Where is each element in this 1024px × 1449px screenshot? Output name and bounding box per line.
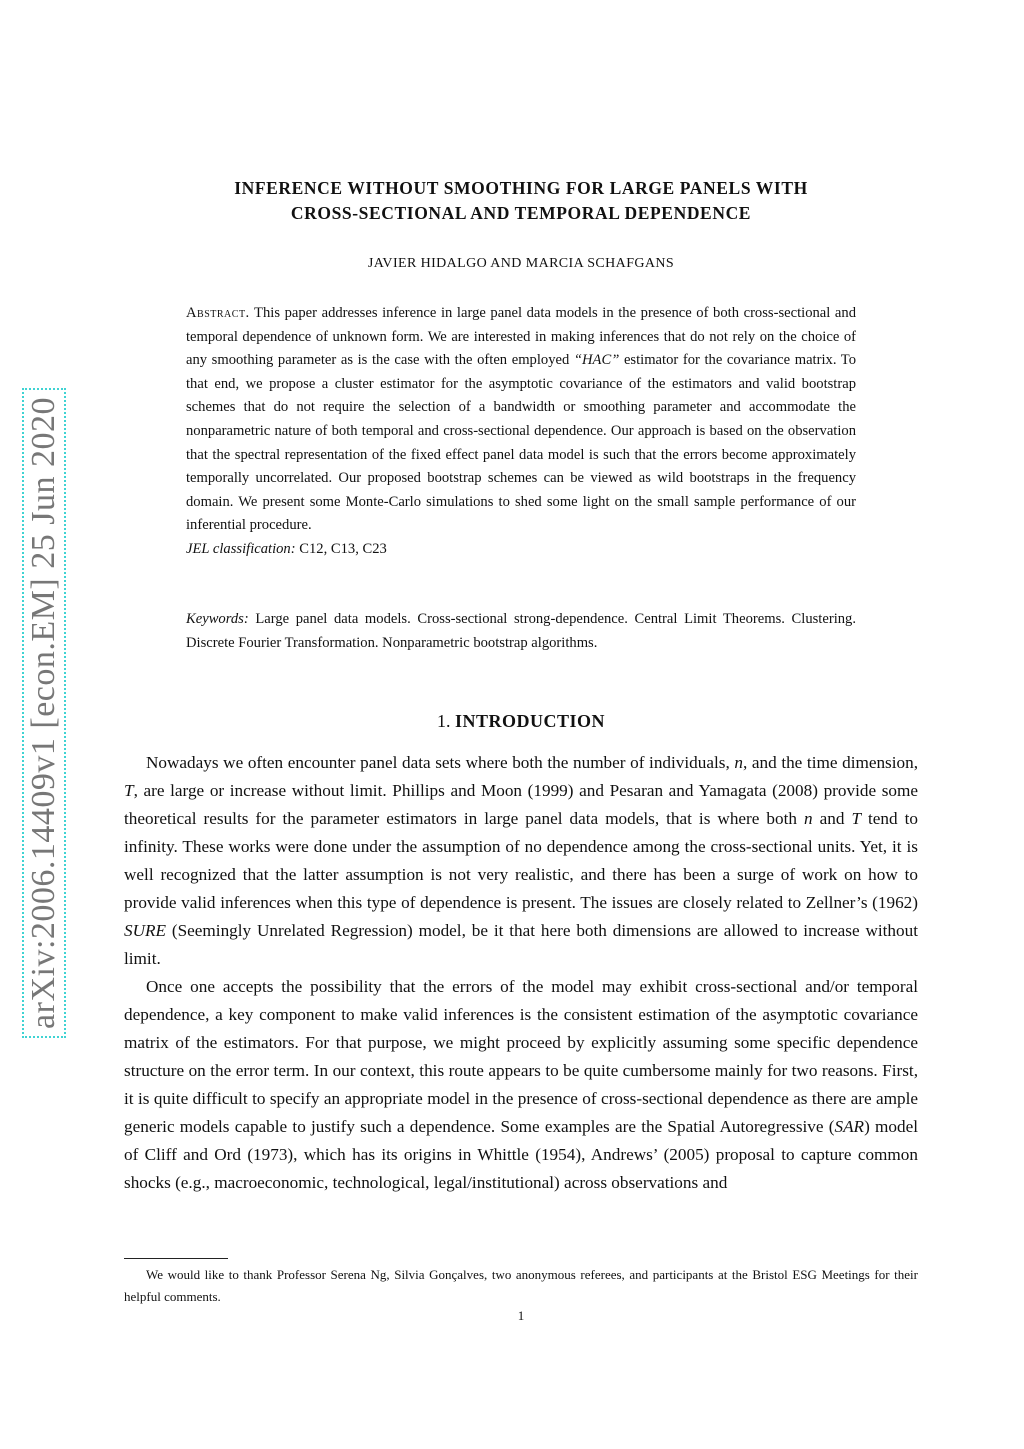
title-line-1: INFERENCE WITHOUT SMOOTHING FOR LARGE PANELS WITH (234, 178, 808, 198)
main-text (124, 749, 918, 1197)
paragraph-1 (124, 749, 918, 973)
abstract-text-2: estimator for the covariance matrix. To that end, we propose a cluster estimator for the asymptotic covariance of the estimators and valid bootstrap schemes that do not require the selection of a bandwidth or smoothing parameter and accommodate the nonparametric nature of both temporal and cross-sectional dependence. Our approach is based on the observation that the spectral representation of the fixed effect panel data model is such that the errors become approximately temporally uncorrelated. Our proposed bootstrap schemes can be viewed as wild bootstraps in the frequency domain. We present some Monte-Carlo simulations to shed some light on the small sample performance of our inferential procedure. (186, 352, 857, 534)
footnote-rule (124, 1258, 228, 1259)
footnote: We would like to thank Professor Serena Ng, Silvia Gonçalves, two anonymous referees, and participants at the Bristol ESG Meetings for their helpful comments. (124, 1267, 918, 1304)
paragraph-2 (124, 973, 918, 1197)
p2-text-a: Once one accepts the possibility that the errors of the model may exhibit cross-sectional and/or temporal dependence, a key component to make valid inferences is the consistent estimation of the asymptotic covariance matrix of the estimators. For that purpose, we might proceed by explicitly assuming some specific dependence structure on the error term. In our context, this route appears to be quite cumbersome mainly for two reasons. First, it is quite difficult to specify an appropriate model in the presence of cross-sectional dependence as there are ample generic models capable to justify such a dependence. Some examples are the Spatial Autoregressive ( (124, 977, 918, 1136)
p1-math-T: T (124, 781, 134, 800)
section-number: 1. (436, 711, 451, 731)
page-number: 1 (517, 1308, 525, 1323)
abstract-hac: “HAC” (573, 352, 620, 369)
arxiv-id: arXiv:2006.14409v1 [econ.EM] 25 Jun 2020 (25, 397, 63, 1029)
p1-text-f: (Seemingly Unrelated Regression) model, be it that here both dimensions are allowed to increase without limit. (124, 921, 918, 968)
jel-codes: C12, C13, C23 (299, 540, 387, 557)
keywords (186, 608, 856, 655)
section-heading (124, 711, 918, 732)
p2-text-b: ) model of Cliff and Ord (1973), which has its origins in Whittle (1954), Andrews’ (2005) proposal to capture common shocks (e.g., macroeconomic, technological, legal/institutional) across observations and (124, 1117, 918, 1192)
abstract-text-1: This paper addresses inference in large panel data models in the presence of both cross-sectional and temporal dependence of unknown form. We are interested in making inferences that do not rely on the choice of any smoothing parameter as is the case with the often employed (186, 305, 856, 369)
arxiv-stamp (22, 388, 66, 1038)
jel-classification (186, 538, 856, 562)
authors: JAVIER HIDALGO AND MARCIA SCHAFGANS (367, 256, 675, 271)
keywords-label: Keywords: (186, 611, 249, 627)
jel-label: JEL classification: (186, 540, 296, 557)
p2-sar: SAR (834, 1117, 865, 1136)
p1-text-b: , and the time dimension, (742, 753, 919, 772)
p1-math-n: n (734, 753, 743, 772)
p1-text-e: tend to infinity. These works were done under the assumption of no dependence among the cross-sectional units. Yet, it is well recognized that the latter assumption is not very realistic, and there has been a surge of work on how to provide valid inferences when this type of dependence is present. The issues are closely related to Zellner’s (1962) (124, 809, 919, 912)
section-title: INTRODUCTION (454, 711, 606, 731)
title-line-2: CROSS-SECTIONAL AND TEMPORAL DEPENDENCE (290, 203, 752, 223)
p1-math-T2: T (851, 809, 862, 828)
p1-text-d: and (819, 809, 845, 828)
p1-sure: SURE (124, 921, 167, 940)
abstract-body (186, 302, 856, 538)
abstract (186, 302, 856, 562)
abstract-label: Abstract. (186, 305, 250, 321)
p1-math-n2: n (804, 809, 813, 828)
keywords-text: Large panel data models. Cross-sectional strong-dependence. Central Limit Theorems. Clustering. Discrete Fourier Transformation. Nonparametric bootstrap algorithms. (186, 611, 856, 651)
p1-text-c: , are large or increase without limit. Phillips and Moon (1999) and Pesaran and Yamagata (2008) provide some theoretical results for the parameter estimators in large panel data models, that is where both (124, 781, 918, 828)
p1-text-a: Nowadays we often encounter panel data sets where both the number of individuals, (146, 753, 730, 772)
paper-title (124, 176, 918, 226)
